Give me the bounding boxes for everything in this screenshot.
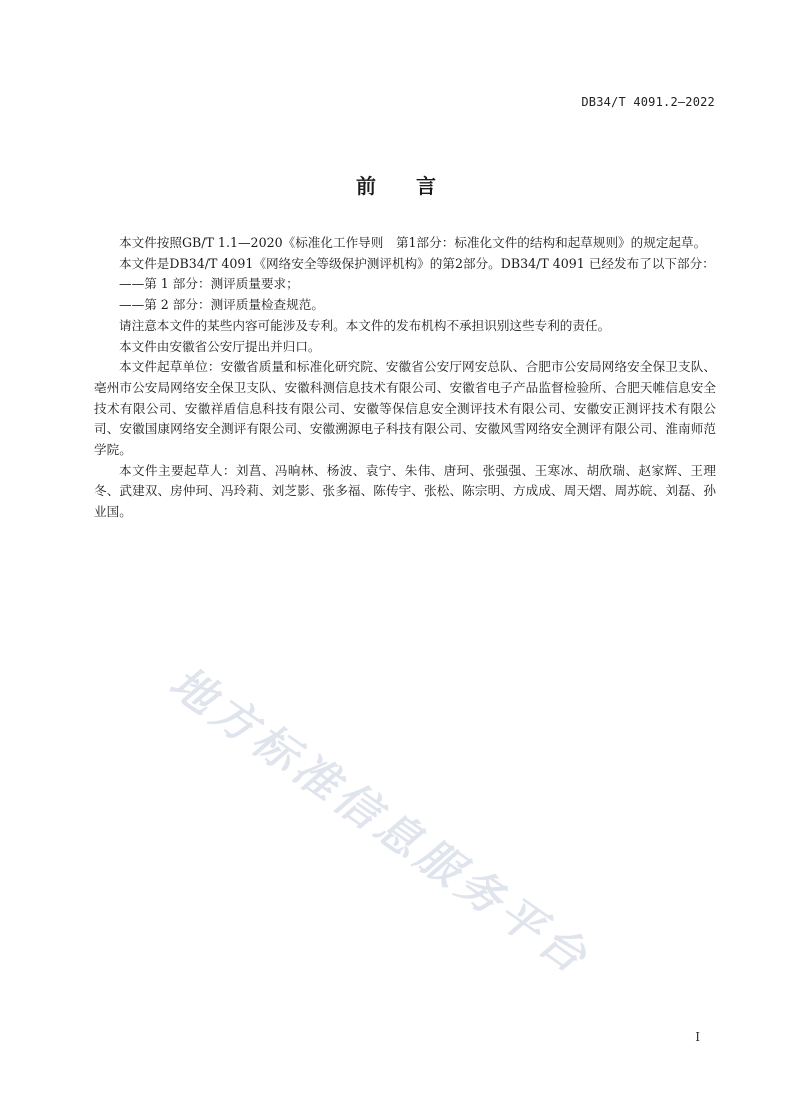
page-title: 前言 [356, 174, 476, 198]
standard-code: DB34/T 4091.2—2022 [581, 95, 715, 109]
paragraph-series-info: 本文件是DB34/T 4091《网络安全等级保护测评机构》的第2部分。DB34/T 4091 已经发布了以下部分： [119, 255, 715, 271]
list-item-part-2: ——第 2 部分：测评质量检查规范。 [119, 297, 324, 313]
paragraph-drafters: 本文件主要起草人：刘菖、冯晌林、杨波、袁宁、朱伟、唐珂、张强强、王寒冰、胡欣瑞、赵家辉、王理冬、武建双、房仲珂、冯玲莉、刘芝影、张多福、陈传宇、张松、陈宗明、方成成、周天熠、周苏皖、刘磊、孙业国。 [94, 462, 716, 520]
paragraph-drafting-units: 本文件起草单位：安徽省质量和标准化研究院、安徽省公安厅网安总队、合肥市公安局网络安全保卫支队、亳州市公安局网络安全保卫支队、安徽科测信息技术有限公司、安徽省电子产品监督检验所、合肥天帷信息安全技术有限公司、安徽祥盾信息科技有限公司、安徽等保信息安全测评技术有限公司、安徽安正测评技术有限公司、安徽国康网络安全测评有限公司、安徽溯源电子科技有限公司、安徽风雪网络安全测评有限公司、淮南师范学院。 [94, 359, 716, 458]
paragraph-proposer: 本文件由安徽省公安厅提出并归口。 [119, 338, 321, 354]
paragraph-drafting-rules: 本文件按照GB/T 1.1—2020《标准化工作导则 第1部分：标准化文件的结构和起草规则》的规定起草。 [119, 235, 707, 250]
watermark-text: 地方标准信息服务平台 [160, 657, 600, 986]
page-number: I [695, 1030, 700, 1044]
foreword-body [94, 233, 716, 523]
list-item-part-1: ——第 1 部分：测评质量要求； [119, 276, 299, 292]
paragraph-patent-notice: 请注意本文件的某些内容可能涉及专利。本文件的发布机构不承担识别这些专利的责任。 [119, 317, 611, 333]
